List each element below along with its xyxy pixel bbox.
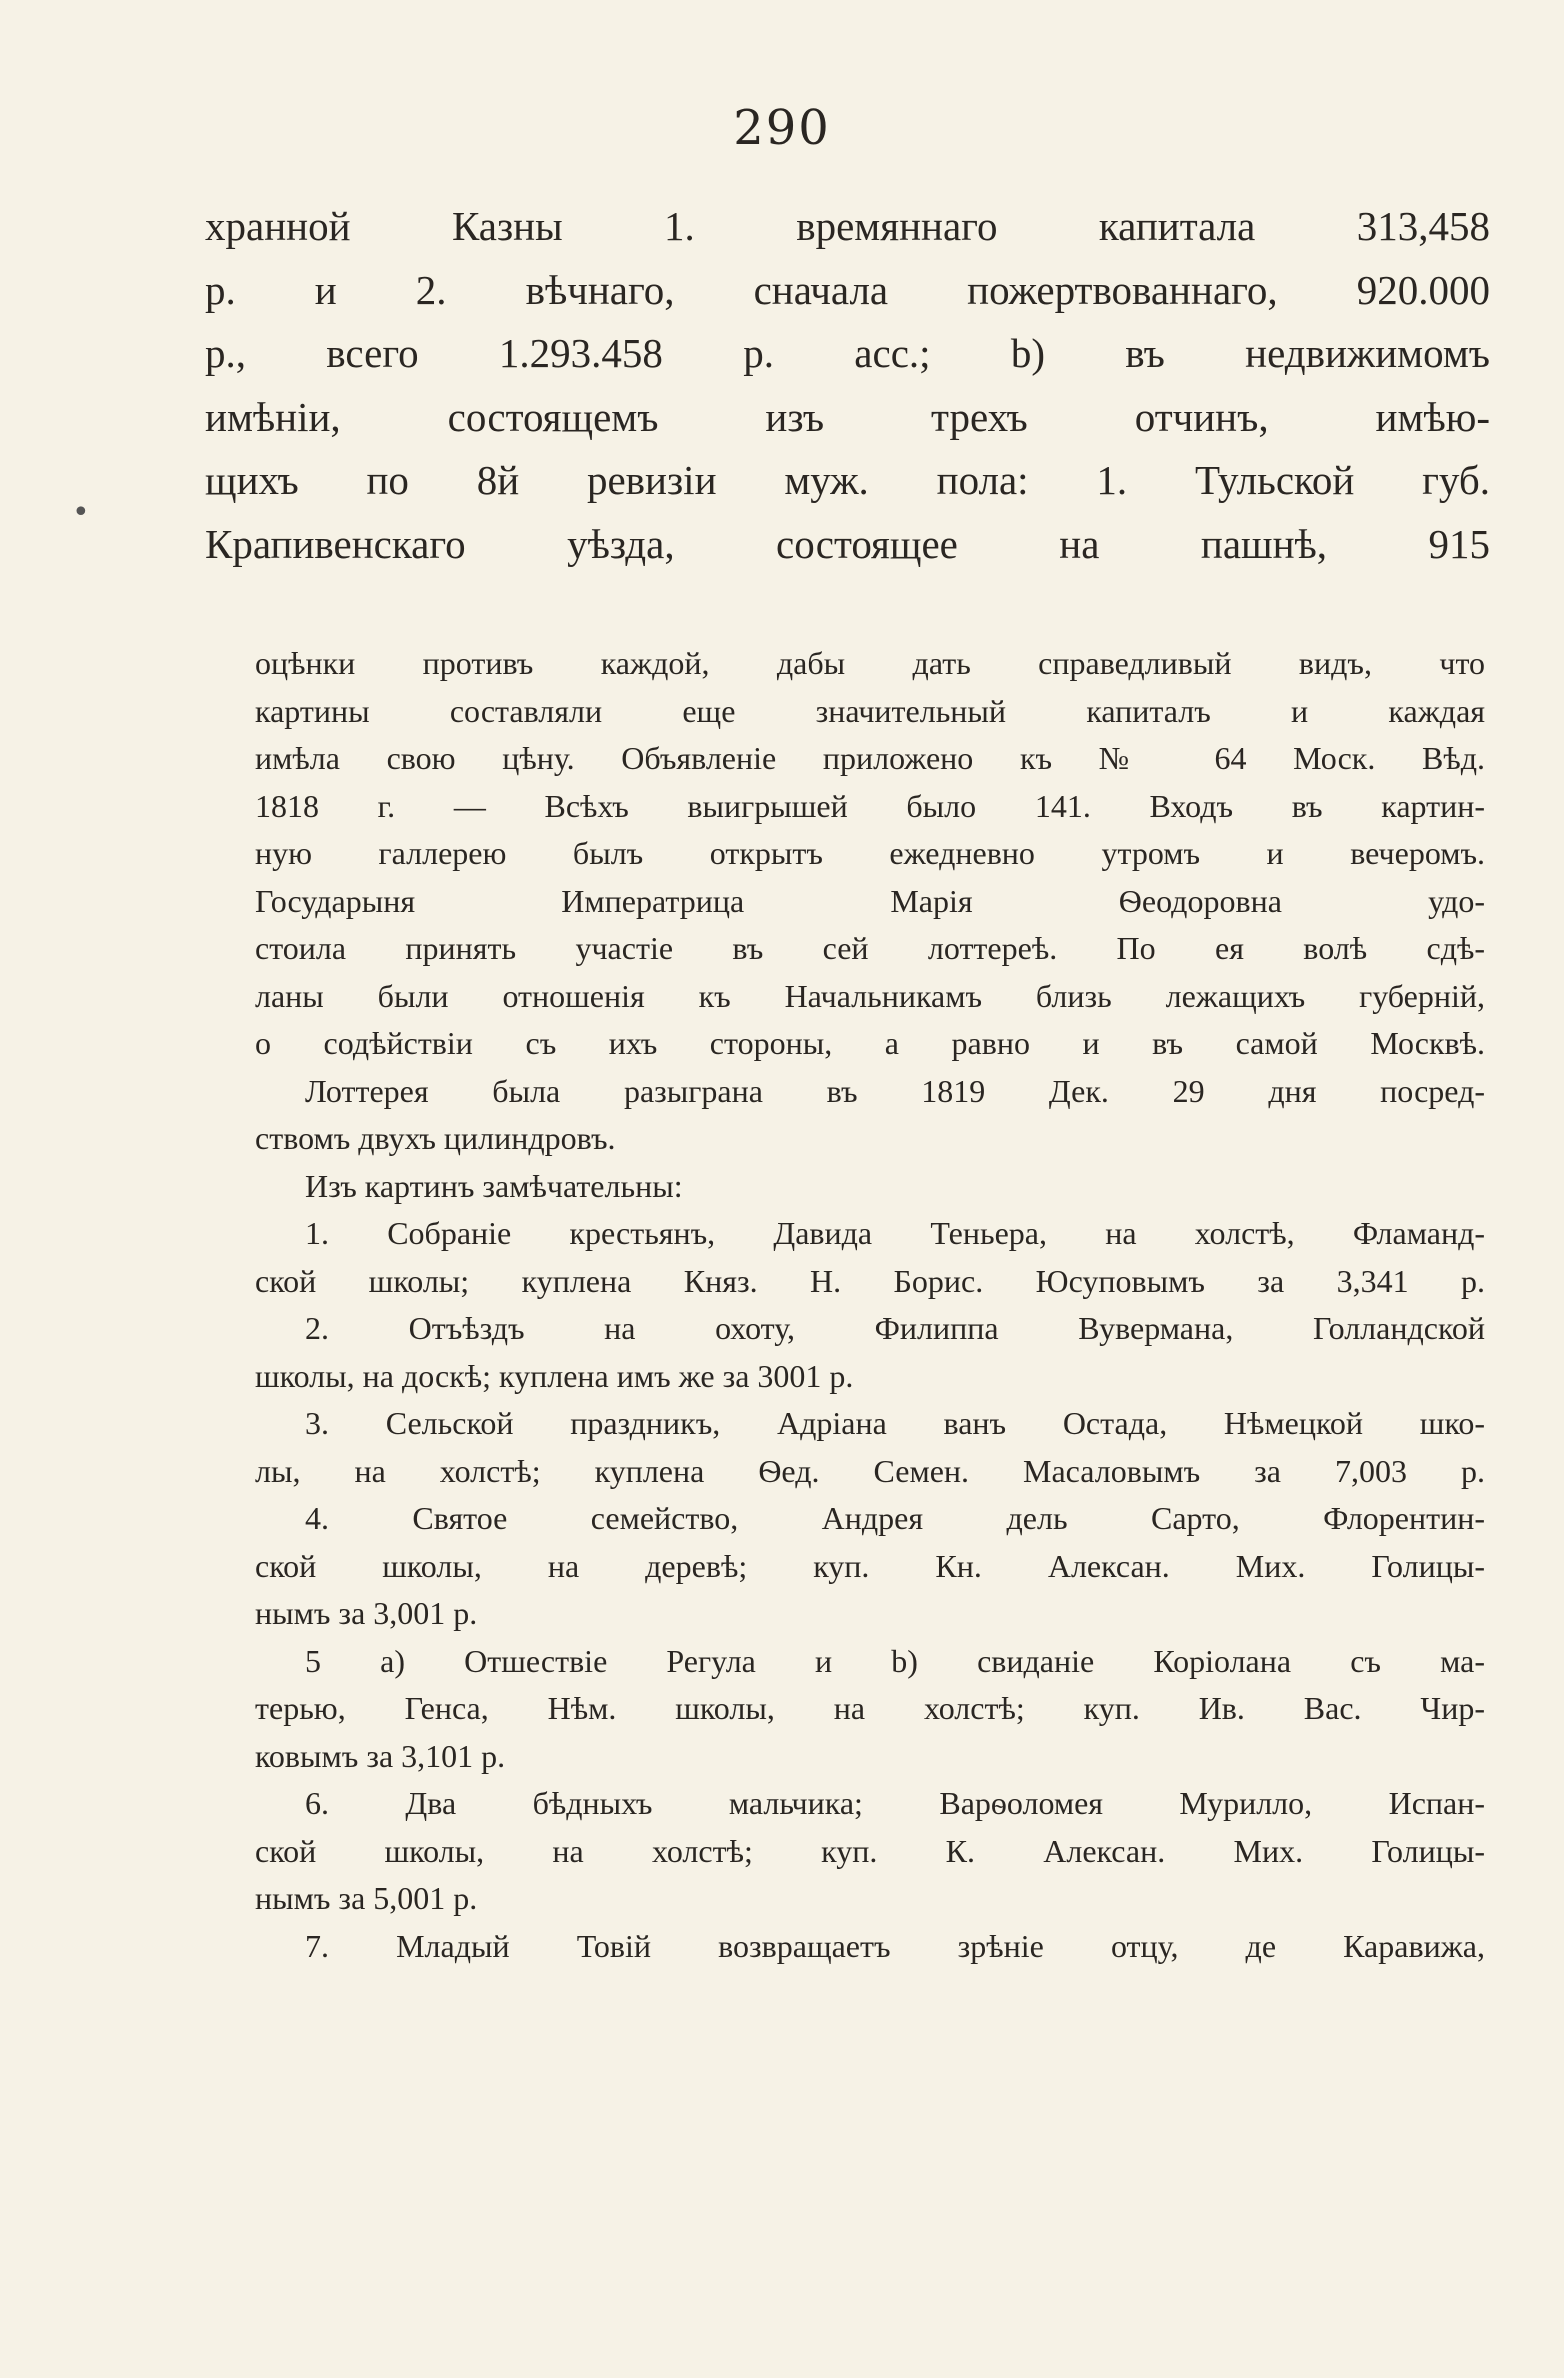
main-line: имѣніи, состоящемъ изъ трехъ отчинъ, имѣю- xyxy=(205,393,1490,440)
footnote-line: терью, Генса, Нѣм. школы, на холстѣ; куп. Ив. Вас. Чир- xyxy=(255,1690,1485,1726)
footnote-line: лы, на холстѣ; куплена Ѳед. Семен. Масаловымъ за 7,003 р. xyxy=(255,1452,1485,1489)
footnote xyxy=(255,640,1485,1970)
footnote-line: 1. Собраніе крестьянъ, Давида Теньера, на холстѣ, Фламанд- xyxy=(305,1215,1485,1251)
footnote-line: нымъ за 5,001 р. xyxy=(255,1880,478,1916)
footnote-line: оцѣнки противъ каждой, дабы дать справедливый видъ, что xyxy=(255,645,1485,681)
footnote-line: 6. Два бѣдныхъ мальчика; Варѳоломея Мурилло, Испан- xyxy=(305,1785,1485,1821)
footnote-line: Государыня Императрица Марія Ѳеодоровна удо- xyxy=(255,882,1485,919)
footnote-line: 4. Святое семейство, Андрея дель Сарто, Флорентин- xyxy=(305,1500,1485,1536)
main-line: хранной Казны 1. времяннаго капитала 313,458 xyxy=(205,203,1490,249)
main-line: р., всего 1.293.458 р. асс.; b) въ недвижимомъ xyxy=(205,330,1490,376)
footnote-line: Лоттерея была разыграна въ 1819 Дек. 29 дня посред- xyxy=(305,1072,1485,1109)
main-line: р. и 2. вѣчнаго, сначала пожертвованнаго, 920.000 xyxy=(205,266,1490,313)
footnote-line: Изъ картинъ замѣчательны: xyxy=(305,1167,683,1204)
footnote-line: 2. Отъѣздъ на охоту, Филиппа Вуверманa, Голландской xyxy=(305,1310,1485,1346)
footnote-line: ланы были отношенія къ Начальникамъ близь лежащихъ губерній, xyxy=(255,977,1485,1014)
main-line: Крапивенскаго уѣзда, состоящее на пашнѣ, 915 xyxy=(205,520,1490,567)
footnote-line: стоила принять участіе въ сей лоттереѣ. По ея волѣ сдѣ- xyxy=(255,930,1485,966)
footnote-line: 5 а) Отшествіе Регула и b) свиданіе Коріолана съ ма- xyxy=(305,1642,1485,1679)
footnote-line: ской школы, на холстѣ; куп. К. Алексан. Мих. Голицы- xyxy=(255,1832,1485,1869)
page-number: 290 xyxy=(733,100,831,156)
footnote-line: ской школы; куплена Княз. Н. Борис. Юсуповымъ за 3,341 р. xyxy=(255,1262,1485,1299)
footnote-line: школы, на доскѣ; куплена имъ же за 3001 р. xyxy=(255,1357,854,1394)
footnote-line: ствомъ двухъ цилиндровъ. xyxy=(255,1120,616,1156)
footnote-line: 3. Сельской праздникъ, Адріана ванъ Остада, Нѣмецкой шко- xyxy=(305,1405,1485,1441)
footnote-line: ную галлерею былъ открытъ ежедневно утромъ и вечеромъ. xyxy=(255,835,1485,871)
footnote-line: картины составляли еще значительный капиталъ и каждая xyxy=(255,692,1485,729)
footnote-line: о содѣйствіи съ ихъ стороны, а равно и въ самой Москвѣ. xyxy=(255,1025,1485,1061)
footnote-line: 7. Младый Товій возвращаетъ зрѣніе отцу, де Каравижа, xyxy=(305,1927,1485,1964)
footnote-line: нымъ за 3,001 р. xyxy=(255,1595,478,1631)
footnote-line: 1818 г. — Всѣхъ выигрышей было 141. Входъ въ картин- xyxy=(255,787,1485,824)
main-text xyxy=(205,195,1490,576)
footnote-line: имѣла свою цѣну. Объявленіе приложено къ № 64 Моск. Вѣд. xyxy=(255,740,1485,776)
margin-mark: • xyxy=(72,495,90,530)
main-line: щихъ по 8й ревизіи муж. пола: 1. Тульской губ. xyxy=(205,457,1490,503)
footnote-line: ковымъ за 3,101 р. xyxy=(255,1737,506,1774)
footnote-line: ской школы, на деревѣ; куп. Кн. Алексан. Мих. Голицы- xyxy=(255,1547,1485,1584)
